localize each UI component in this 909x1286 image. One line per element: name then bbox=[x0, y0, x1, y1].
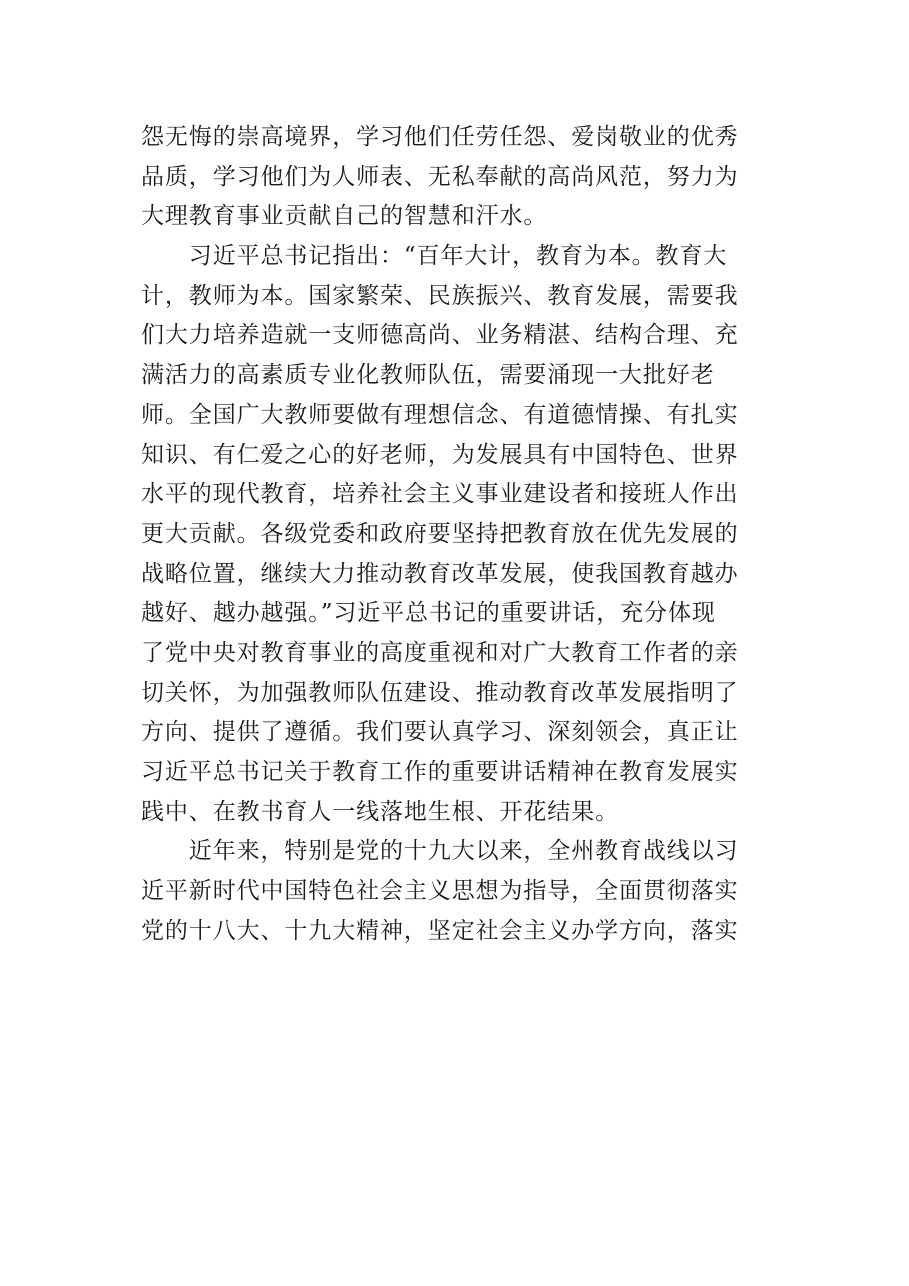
text-line: 近年来，特别是党的十九大以来，全州教育战线以习 bbox=[141, 838, 739, 865]
text-line: 怨无悔的崇高境界，学习他们任劳任怨、爱岗敬业的优秀 bbox=[141, 124, 739, 150]
text-line: 战略位置，继续大力推动教育改革发展，使我国教育越办 bbox=[141, 560, 739, 587]
text-line: 方向、提供了遵循。我们要认真学习、深刻领会，真正让 bbox=[141, 719, 739, 746]
text-line: 更大贡献。各级党委和政府要坚持把教育放在优先发展的 bbox=[141, 520, 739, 547]
text-line: 越好、越办越强。”习近平总书记的重要讲话，充分体现 bbox=[141, 600, 716, 627]
text-line: 习近平总书记指出：“百年大计，教育为本。教育大 bbox=[141, 243, 728, 270]
paragraph-1 bbox=[141, 118, 781, 237]
text-line: 满活力的高素质专业化教师队伍，需要涌现一大批好老 bbox=[141, 362, 715, 389]
text-line: 知识、有仁爱之心的好老师，为发展具有中国特色、世界 bbox=[141, 441, 739, 468]
paragraph-3 bbox=[141, 832, 781, 951]
text-line: 水平的现代教育，培养社会主义事业建设者和接班人作出 bbox=[141, 481, 739, 508]
text-line: 们大力培养造就一支师德高尚、业务精湛、结构合理、充 bbox=[141, 322, 739, 349]
text-line: 师。全国广大教师要做有理想信念、有道德情操、有扎实 bbox=[141, 401, 739, 428]
document-body bbox=[141, 118, 781, 951]
text-line: 大理教育事业贡献自己的智慧和汗水。 bbox=[141, 203, 548, 230]
text-line: 品质，学习他们为人师表、无私奉献的高尚风范，努力为 bbox=[141, 163, 739, 190]
text-line: 党的十八大、十九大精神，坚定社会主义办学方向，落实 bbox=[141, 917, 739, 944]
text-line: 了党中央对教育事业的高度重视和对广大教育工作者的亲 bbox=[141, 639, 739, 666]
text-line: 近平新时代中国特色社会主义思想为指导，全面贯彻落实 bbox=[141, 878, 739, 905]
text-line: 习近平总书记关于教育工作的重要讲话精神在教育发展实 bbox=[141, 759, 739, 785]
paragraph-2 bbox=[141, 237, 781, 832]
text-line: 切关怀，为加强教师队伍建设、推动教育改革发展指明了 bbox=[141, 679, 739, 706]
text-line: 计，教师为本。国家繁荣、民族振兴、教育发展，需要我 bbox=[141, 282, 739, 309]
text-line: 践中、在教书育人一线落地生根、开花结果。 bbox=[141, 798, 619, 825]
